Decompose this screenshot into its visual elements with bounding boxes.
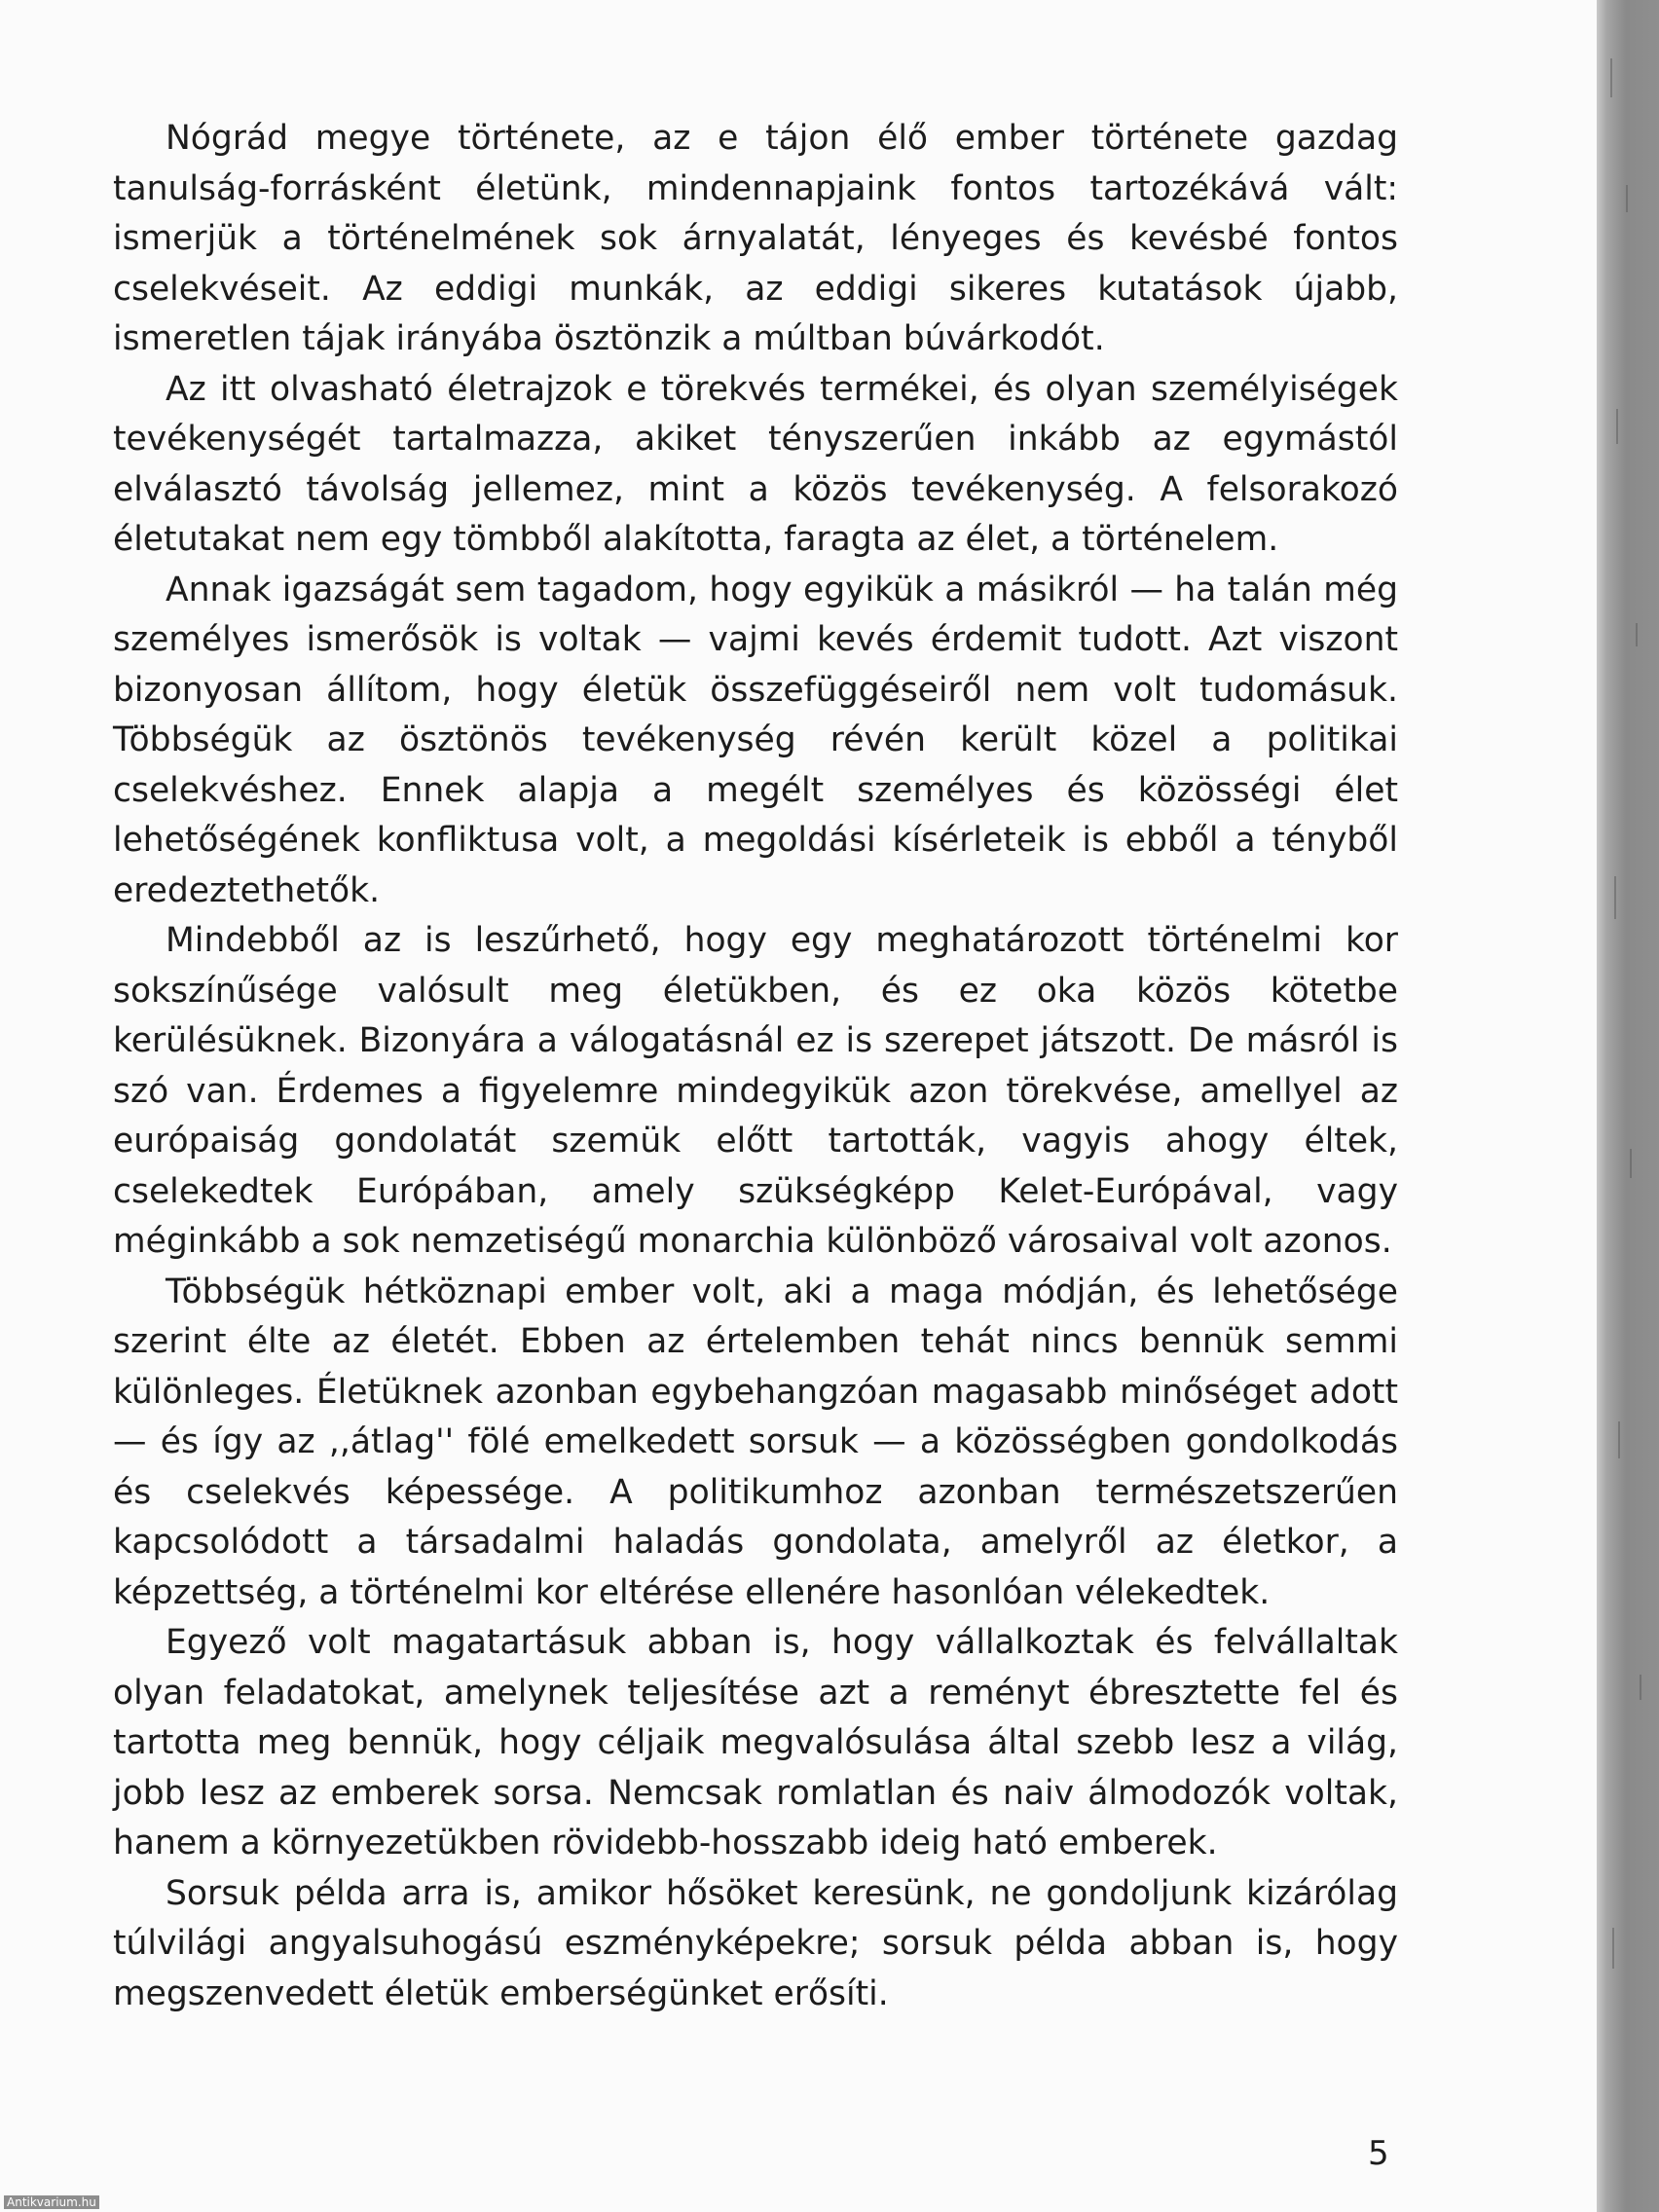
paragraph-7: Sorsuk példa arra is, amikor hősöket keresünk, ne gondoljunk kizárólag túlvilági angyalsuhogású eszményképekre; sorsuk példa abban is, hogy megszenvedett életük emberségünket erősíti. [113, 1873, 1398, 2013]
body-text [113, 114, 1398, 2019]
paragraph-4: Mindebből az is leszűrhető, hogy egy meghatározott történelmi kor sokszínűsége valósult meg életükben, és ez oka közös kötetbe kerülésüknek. Bizonyára a válogatásnál ez is szerepet játszott. De másról is szó van. Érdemes a figyelemre mindegyikük azon törekvése, amellyel az európaiság gondolatát szemük előtt tartották, vagyis ahogy éltek, cselekedtek Európában, amely szükségképp Kelet-Európával, vagy méginkább a sok nemzetiségű monarchia különböző városaival volt azonos. [113, 921, 1398, 1261]
paragraph-3: Annak igazságát sem tagadom, hogy egyikük a másikról — ha talán még személyes ismerősök is voltak — vajmi kevés érdemit tudott. Azt viszont bizonyosan állítom, hogy életük összefüggéseiről nem volt tudomásuk. Többségük az ösztönös tevékenység révén került közel a politikai cselekvéshez. Ennek alapja a megélt személyes és közösségi élet lehetőségének konfliktusa volt, a megoldási kísérleteik is ebből a tényből eredeztethetők. [113, 570, 1398, 910]
page-number: 5 [1368, 2134, 1389, 2173]
paragraph-5: Többségük hétköznapi ember volt, aki a maga módján, és lehetősége szerint élte az életét. Ebben az értelemben tehát nincs bennük semmi különleges. Életüknek azonban egybehangzóan magasabb minőséget adott — és így az ,,átlag'' fölé emelkedett sorsuk — a közösségben gondolkodás és cselekvés képessége. A politikumhoz azonban természetszerűen kapcsolódott a társadalmi haladás gondolata, amelyről az életkor, a képzettség, a történelmi kor eltérése ellenére hasonlóan vélekedtek. [113, 1272, 1398, 1612]
paragraph-1: Nógrád megye története, az e tájon élő ember története gazdag tanulság-forrásként életünk, mindennapjaink fontos tartozékává vált: ismerjük a történelmének sok árnyalatát, lényeges és kevésbé fontos cselekvéseit. Az eddigi munkák, az eddigi sikeres kutatások újabb, ismeretlen tájak irányába ösztönzik a múltban búvárkodót. [113, 119, 1398, 358]
page-stack-edge [1597, 0, 1659, 2212]
paragraph-6: Egyező volt magatartásuk abban is, hogy vállalkoztak és felvállaltak olyan feladatokat, amelynek teljesítése azt a reményt ébresztette fel és tartotta meg bennük, hogy céljaik megvalósulása által szebb lesz a világ, jobb lesz az emberek sorsa. Nemcsak romlatlan és naiv álmodozók voltak, hanem a környezetükben rövidebb-hosszabb ideig ható emberek. [113, 1623, 1398, 1862]
paragraph-2: Az itt olvasható életrajzok e törekvés termékei, és olyan személyiségek tevékenységét tartalmazza, akiket tényszerűen inkább az egymástól elválasztó távolság jellemez, mint a közös tevékenység. A felsorakozó életutakat nem egy tömbből alakította, faragta az élet, a történelem. [113, 369, 1398, 559]
watermark: Antikvarium.hu [4, 2195, 99, 2209]
